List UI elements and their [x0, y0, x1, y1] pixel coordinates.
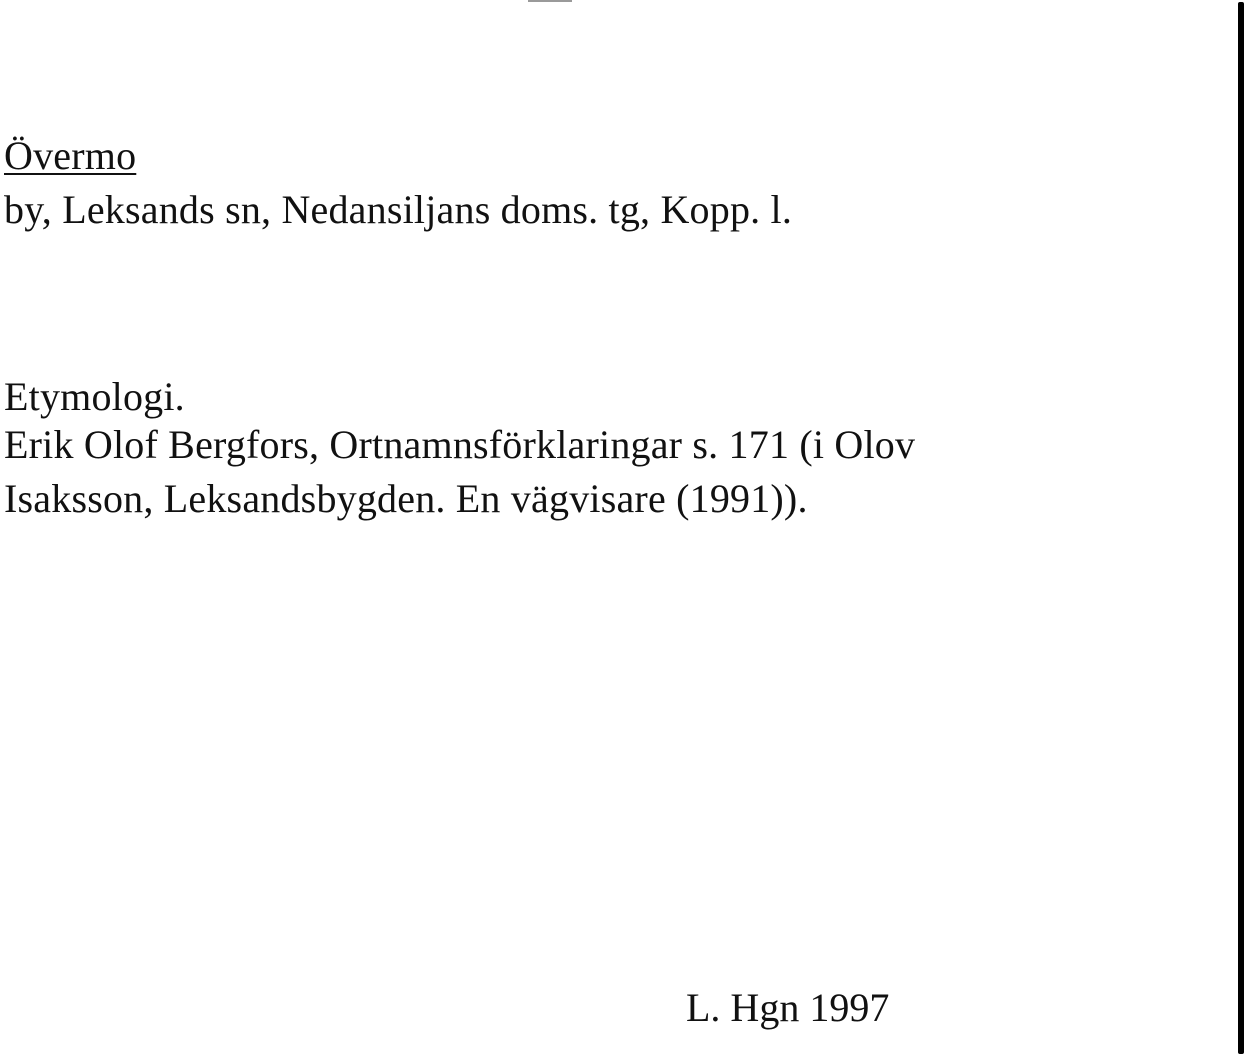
- reference-line: Erik Olof Bergfors, Ortnamnsförklaringar s. 171 (i Olov: [4, 422, 916, 467]
- author-signature: L. Hgn 1997: [686, 985, 890, 1030]
- reference-line: Isaksson, Leksandsbygden. En vägvisare (1991)).: [4, 476, 808, 521]
- scan-artifact-mark: [528, 0, 572, 2]
- etymology-heading: Etymologi.: [4, 374, 185, 419]
- card-right-border: [1238, 2, 1244, 1054]
- headword: Övermo: [4, 133, 137, 178]
- place-description: by, Leksands sn, Nedansiljans doms. tg, Kopp. l.: [4, 187, 793, 232]
